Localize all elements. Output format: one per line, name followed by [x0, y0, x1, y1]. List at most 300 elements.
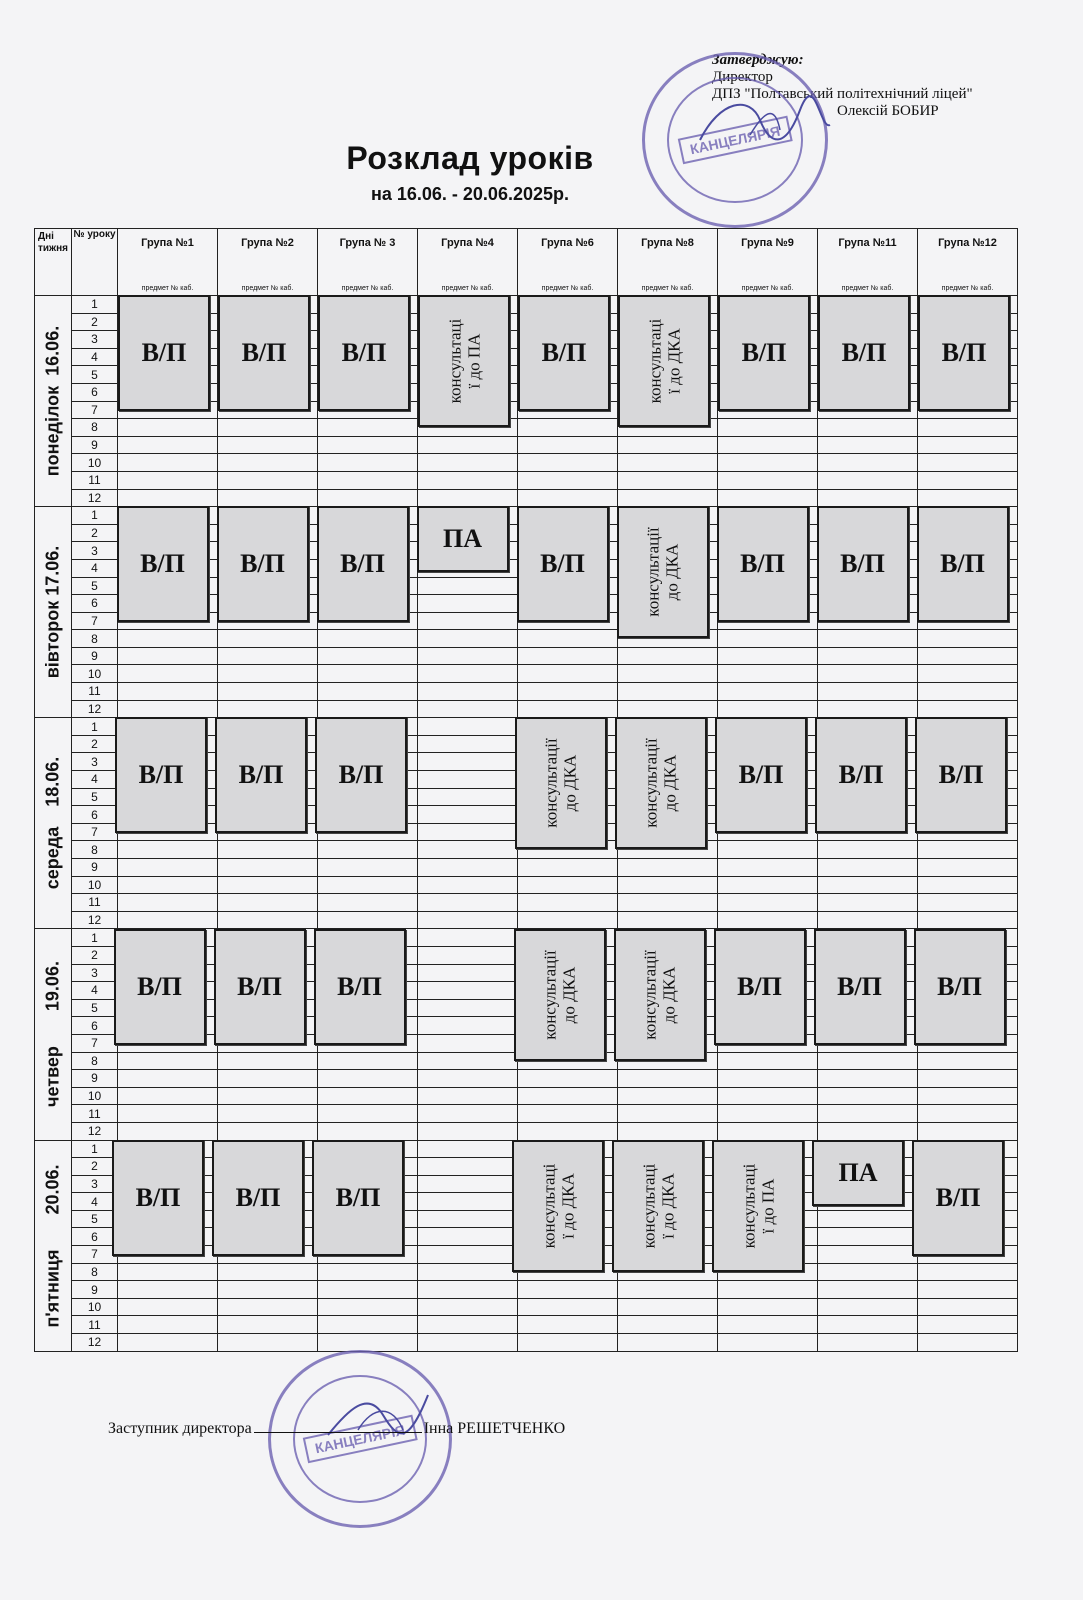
schedule-cell: [618, 700, 718, 718]
schedule-cell: [618, 454, 718, 472]
entry-text: В/П: [337, 971, 382, 1001]
schedule-cell: [518, 894, 618, 912]
schedule-cell: [218, 1316, 318, 1334]
schedule-cell: [718, 1087, 818, 1105]
schedule-cell: [218, 859, 318, 877]
entry-text: В/П: [940, 549, 985, 579]
schedule-cell: [118, 1281, 218, 1299]
entry-vp: [915, 717, 1007, 833]
entry-vp: [715, 717, 807, 833]
schedule-cell: [218, 700, 318, 718]
schedule-cell: [418, 700, 518, 718]
schedule-cell: [418, 859, 518, 877]
subject-room-caption: предмет № каб.: [241, 285, 294, 292]
entry-vp: [518, 295, 610, 411]
lesson-number: 1: [72, 929, 118, 947]
schedule-cell: [318, 911, 418, 929]
subject-room-caption: предмет № каб.: [641, 285, 694, 292]
lesson-number: 12: [72, 489, 118, 507]
entry-text: консультації до ДКА: [643, 527, 682, 617]
group-name: Група №12: [938, 237, 997, 249]
entry-vp: [517, 506, 609, 622]
entry-text: В/П: [738, 760, 784, 790]
schedule-cell: [418, 1228, 518, 1246]
entry-text: В/П: [341, 338, 387, 367]
schedule-cell: [818, 647, 918, 665]
schedule-cell: [718, 876, 818, 894]
schedule-cell: [118, 683, 218, 701]
deputy-signature: [318, 1380, 448, 1450]
entry-vp: [918, 295, 1010, 411]
lesson-number: 11: [72, 1316, 118, 1334]
schedule-cell: [818, 489, 918, 507]
lesson-row: [35, 700, 1018, 718]
schedule-cell: [718, 436, 818, 454]
lesson-row: [35, 1087, 1018, 1105]
group-name: Група № 3: [339, 237, 396, 249]
schedule-cell: [218, 1263, 318, 1281]
schedule-cell: [418, 1316, 518, 1334]
day-label: четвер 19.06.: [42, 961, 63, 1108]
entry-vp: [217, 506, 309, 622]
entry-pa: [417, 506, 509, 572]
lesson-row: [35, 1281, 1018, 1299]
schedule-cell: [918, 665, 1018, 683]
entry-text: В/П: [938, 760, 984, 790]
entry-consultation: [612, 1140, 704, 1272]
schedule-cell: [618, 1122, 718, 1140]
schedule-cell: [418, 595, 518, 613]
schedule-cell: [318, 683, 418, 701]
schedule-cell: [918, 489, 1018, 507]
entry-vp: [214, 929, 306, 1045]
subject-room-caption: предмет № каб.: [841, 285, 894, 292]
entry-vp: [215, 717, 307, 833]
lesson-number: 12: [72, 700, 118, 718]
schedule-cell: [718, 1105, 818, 1123]
schedule-cell: [518, 1105, 618, 1123]
schedule-cell: [718, 683, 818, 701]
lesson-number: 10: [72, 665, 118, 683]
schedule-cell: [818, 894, 918, 912]
schedule-cell: [218, 489, 318, 507]
schedule-cell: [218, 876, 318, 894]
schedule-cell: [418, 647, 518, 665]
schedule-cell: [618, 859, 718, 877]
entry-vp: [714, 929, 806, 1045]
entry-vp: [717, 506, 809, 622]
entry-consultation: [712, 1140, 804, 1272]
entry-text: ПА: [443, 524, 482, 554]
schedule-cell: [718, 1281, 818, 1299]
entry-text: В/П: [937, 971, 982, 1001]
schedule-cell: [418, 718, 518, 736]
schedule-cell: [318, 700, 418, 718]
schedule-cell: [818, 841, 918, 859]
lesson-number: 9: [72, 647, 118, 665]
schedule-cell: [118, 454, 218, 472]
schedule-cell: [618, 471, 718, 489]
schedule-cell: [918, 471, 1018, 489]
schedule-cell: [618, 1087, 718, 1105]
schedule-cell: [218, 436, 318, 454]
schedule-cell: [118, 876, 218, 894]
schedule-cell: [718, 1122, 818, 1140]
schedule-cell: [818, 859, 918, 877]
entry-text: ПА: [838, 1157, 878, 1187]
schedule-cell: [118, 700, 218, 718]
schedule-cell: [518, 436, 618, 454]
schedule-cell: [418, 1334, 518, 1352]
group-header: [818, 229, 918, 296]
lesson-number: 1: [72, 1140, 118, 1158]
schedule-cell: [118, 1105, 218, 1123]
entry-text: консультації до ДКА: [642, 738, 681, 829]
lesson-number: 3: [72, 964, 118, 982]
schedule-cell: [418, 577, 518, 595]
entry-text: В/П: [140, 549, 185, 579]
schedule-cell: [218, 1334, 318, 1352]
lesson-number: 3: [72, 1175, 118, 1193]
schedule-cell: [418, 946, 518, 964]
schedule-cell: [718, 1298, 818, 1316]
schedule-cell: [718, 419, 818, 437]
approval-name: Олексій БОБИР: [837, 103, 939, 119]
footer-name: Інна РЕШЕТЧЕНКО: [423, 1420, 566, 1437]
schedule-cell: [218, 665, 318, 683]
group-header: [718, 229, 818, 296]
day-label: вівторок 17.06.: [42, 545, 63, 679]
entry-text: В/П: [740, 549, 785, 579]
page-title: Розклад уроків: [346, 140, 594, 176]
day-cell: [35, 929, 72, 1140]
lesson-row: [35, 471, 1018, 489]
entry-vp: [118, 295, 210, 411]
lesson-number: 7: [72, 1034, 118, 1052]
schedule-cell: [718, 647, 818, 665]
schedule-cell: [718, 630, 818, 648]
schedule-cell: [218, 1087, 318, 1105]
lesson-row: [35, 911, 1018, 929]
lesson-number: 9: [72, 1070, 118, 1088]
lesson-number: 2: [72, 946, 118, 964]
schedule-cell: [518, 1316, 618, 1334]
schedule-cell: [718, 911, 818, 929]
lesson-number: 10: [72, 454, 118, 472]
entry-vp: [318, 295, 410, 411]
schedule-cell: [118, 841, 218, 859]
schedule-cell: [118, 647, 218, 665]
schedule-cell: [418, 911, 518, 929]
schedule-cell: [618, 1070, 718, 1088]
schedule-cell: [818, 1263, 918, 1281]
lesson-row: [35, 1334, 1018, 1352]
lesson-number: 4: [72, 771, 118, 789]
schedule-cell: [818, 1334, 918, 1352]
signature-line: [254, 1432, 422, 1433]
schedule-cell: [918, 683, 1018, 701]
lesson-number: 8: [72, 419, 118, 437]
approval-position: Директор: [712, 69, 773, 85]
group-header: [118, 229, 218, 296]
schedule-cell: [218, 630, 318, 648]
schedule-cell: [818, 700, 918, 718]
entry-vp: [115, 717, 207, 833]
schedule-cell: [118, 665, 218, 683]
group-name: Група №11: [838, 237, 897, 249]
group-name: Група №8: [641, 237, 694, 249]
schedule-cell: [718, 1316, 818, 1334]
entry-vp: [114, 929, 206, 1045]
group-header: [618, 229, 718, 296]
entry-text: консультаці ї до ДКА: [638, 1163, 677, 1249]
schedule-cell: [218, 1298, 318, 1316]
schedule-cell: [818, 683, 918, 701]
schedule-cell: [518, 683, 618, 701]
entry-text: В/П: [135, 1182, 181, 1212]
schedule-cell: [118, 489, 218, 507]
lesson-number: 11: [72, 471, 118, 489]
lesson-row: [35, 683, 1018, 701]
lesson-number: 2: [72, 1158, 118, 1176]
entry-text: В/П: [841, 338, 887, 367]
schedule-cell: [818, 436, 918, 454]
schedule-cell: [818, 454, 918, 472]
lesson-row: [35, 436, 1018, 454]
lesson-number: 6: [72, 383, 118, 401]
lesson-number: 2: [72, 313, 118, 331]
schedule-cell: [718, 841, 818, 859]
schedule-cell: [418, 999, 518, 1017]
schedule-cell: [418, 1210, 518, 1228]
schedule-cell: [118, 1070, 218, 1088]
schedule-cell: [618, 647, 718, 665]
schedule-cell: [818, 1316, 918, 1334]
schedule-cell: [918, 1052, 1018, 1070]
schedule-cell: [818, 911, 918, 929]
schedule-cell: [818, 1122, 918, 1140]
group-name: Група №9: [741, 237, 794, 249]
entry-vp: [317, 506, 409, 622]
schedule-cell: [418, 471, 518, 489]
entry-vp: [718, 295, 810, 411]
schedule-cell: [118, 911, 218, 929]
entry-text: В/П: [137, 971, 182, 1001]
lesson-row: [35, 1070, 1018, 1088]
entry-vp: [817, 506, 909, 622]
lesson-number: 1: [72, 296, 118, 314]
lesson-number: 4: [72, 982, 118, 1000]
schedule-cell: [218, 1070, 318, 1088]
schedule-cell: [918, 1298, 1018, 1316]
lesson-row: [35, 1105, 1018, 1123]
entry-text: В/П: [840, 549, 885, 579]
entry-text: В/П: [737, 971, 782, 1001]
entry-vp: [117, 506, 209, 622]
entry-vp: [312, 1140, 404, 1256]
schedule-cell: [618, 489, 718, 507]
schedule-cell: [418, 1034, 518, 1052]
schedule-cell: [618, 1334, 718, 1352]
schedule-cell: [218, 683, 318, 701]
schedule-cell: [418, 1246, 518, 1264]
schedule-cell: [918, 1281, 1018, 1299]
lesson-number: 4: [72, 559, 118, 577]
schedule-cell: [818, 471, 918, 489]
schedule-cell: [918, 1316, 1018, 1334]
lesson-number: 9: [72, 859, 118, 877]
entry-text: консультації до ДКА: [540, 949, 579, 1040]
stamp-label: КАНЦЕЛЯРІЯ: [303, 1415, 417, 1464]
schedule-cell: [518, 454, 618, 472]
entry-text: В/П: [837, 971, 882, 1001]
schedule-cell: [418, 1298, 518, 1316]
schedule-cell: [218, 1122, 318, 1140]
schedule-cell: [618, 876, 718, 894]
schedule-cell: [818, 1087, 918, 1105]
schedule-cell: [418, 964, 518, 982]
subject-room-caption: предмет № каб.: [341, 285, 394, 292]
lesson-number: 5: [72, 366, 118, 384]
schedule-cell: [918, 841, 1018, 859]
schedule-cell: [418, 1175, 518, 1193]
schedule-cell: [818, 1246, 918, 1264]
schedule-cell: [918, 859, 1018, 877]
schedule-cell: [618, 1281, 718, 1299]
schedule-cell: [518, 1281, 618, 1299]
schedule-cell: [418, 753, 518, 771]
schedule-cell: [418, 1281, 518, 1299]
lesson-number: 9: [72, 1281, 118, 1299]
schedule-cell: [318, 1070, 418, 1088]
schedule-cell: [618, 1298, 718, 1316]
entry-text: В/П: [541, 338, 587, 367]
lesson-number: 11: [72, 1105, 118, 1123]
entry-vp: [917, 506, 1009, 622]
entry-text: консультаці ї до ДКА: [644, 318, 683, 404]
schedule-cell: [418, 665, 518, 683]
schedule-cell: [818, 1105, 918, 1123]
schedule-cell: [518, 630, 618, 648]
lesson-number: 8: [72, 630, 118, 648]
lesson-number: 6: [72, 595, 118, 613]
schedule-cell: [918, 630, 1018, 648]
lesson-row: [35, 647, 1018, 665]
entry-text: В/П: [540, 549, 585, 579]
schedule-cell: [518, 876, 618, 894]
entry-vp: [315, 717, 407, 833]
schedule-cell: [718, 665, 818, 683]
schedule-cell: [918, 647, 1018, 665]
schedule-cell: [518, 1070, 618, 1088]
lesson-row: [35, 894, 1018, 912]
schedule-cell: [918, 700, 1018, 718]
schedule-cell: [418, 788, 518, 806]
schedule-cell: [718, 454, 818, 472]
footer-position: Заступник директора: [108, 1420, 252, 1437]
schedule-cell: [218, 1281, 318, 1299]
schedule-cell: [318, 471, 418, 489]
schedule-cell: [918, 1087, 1018, 1105]
entry-vp: [814, 929, 906, 1045]
schedule-cell: [318, 1087, 418, 1105]
schedule-cell: [818, 1228, 918, 1246]
entry-consultation: [617, 506, 709, 638]
schedule-cell: [318, 1316, 418, 1334]
lesson-number: 5: [72, 577, 118, 595]
schedule-cell: [118, 1052, 218, 1070]
schedule-cell: [418, 1140, 518, 1158]
schedule-cell: [418, 454, 518, 472]
schedule-cell: [318, 1281, 418, 1299]
schedule-cell: [818, 630, 918, 648]
lesson-number: 12: [72, 911, 118, 929]
lesson-number: 2: [72, 735, 118, 753]
lesson-number: 3: [72, 753, 118, 771]
schedule-cell: [818, 665, 918, 683]
schedule-cell: [318, 647, 418, 665]
schedule-cell: [218, 894, 318, 912]
schedule-cell: [618, 894, 718, 912]
lesson-row: [35, 419, 1018, 437]
schedule-cell: [918, 1334, 1018, 1352]
schedule-cell: [918, 1105, 1018, 1123]
schedule-cell: [418, 1087, 518, 1105]
schedule-cell: [518, 1087, 618, 1105]
schedule-cell: [318, 1263, 418, 1281]
schedule-cell: [818, 1210, 918, 1228]
schedule-cell: [318, 489, 418, 507]
schedule-cell: [818, 1281, 918, 1299]
lesson-number: 6: [72, 1228, 118, 1246]
schedule-cell: [718, 471, 818, 489]
entry-text: В/П: [741, 338, 787, 367]
day-label: середа 18.06.: [42, 757, 63, 890]
schedule-cell: [318, 1105, 418, 1123]
schedule-cell: [418, 1193, 518, 1211]
schedule-cell: [518, 471, 618, 489]
subject-room-caption: предмет № каб.: [441, 285, 494, 292]
footer-signature-line: [108, 1420, 565, 1438]
lesson-row: [35, 454, 1018, 472]
schedule-cell: [118, 859, 218, 877]
entry-consultation: [618, 295, 710, 427]
schedule-cell: [118, 1263, 218, 1281]
group-header: [918, 229, 1018, 296]
schedule-cell: [418, 1263, 518, 1281]
schedule-cell: [418, 823, 518, 841]
schedule-cell: [818, 419, 918, 437]
lesson-number: 3: [72, 542, 118, 560]
subject-room-caption: предмет № каб.: [741, 285, 794, 292]
schedule-cell: [418, 1122, 518, 1140]
lesson-number: 8: [72, 1052, 118, 1070]
group-name: Група №6: [541, 237, 594, 249]
schedule-cell: [918, 911, 1018, 929]
day-cell: [35, 718, 72, 929]
schedule-cell: [218, 647, 318, 665]
schedule-cell: [418, 982, 518, 1000]
schedule-cell: [118, 1122, 218, 1140]
schedule-cell: [318, 859, 418, 877]
day-header: Дні тижня: [35, 229, 72, 296]
entry-text: В/П: [238, 760, 284, 790]
lesson-number: 10: [72, 1298, 118, 1316]
stamp-label: КАНЦЕЛЯРІЯ: [678, 116, 792, 165]
schedule-cell: [318, 1052, 418, 1070]
entry-consultation: [514, 929, 606, 1061]
schedule-cell: [118, 1334, 218, 1352]
